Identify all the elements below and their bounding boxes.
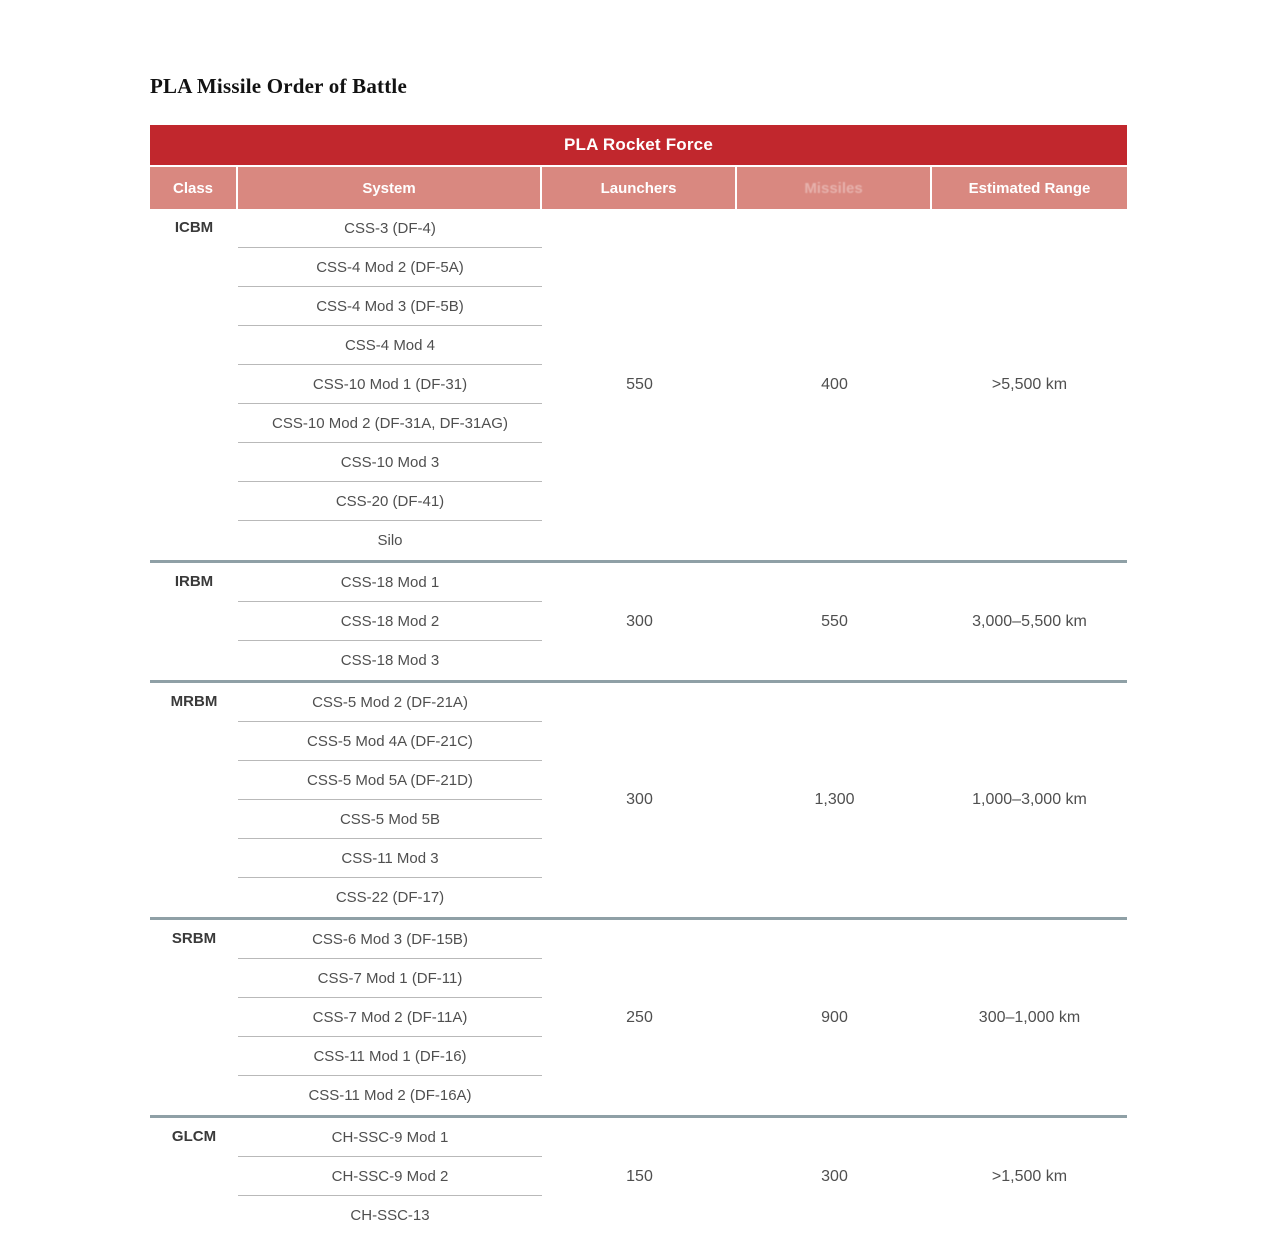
column-header-row [150,165,1127,209]
system-list [238,209,542,560]
missiles-value: 900 [821,1008,848,1026]
system-name: CSS-11 Mod 1 (DF-16) [238,1037,542,1076]
launchers-value: 250 [626,1008,653,1026]
system-name: CSS-4 Mod 2 (DF-5A) [238,248,542,287]
missile-table [150,125,1127,1235]
system-name: CSS-5 Mod 5A (DF-21D) [238,761,542,800]
system-name: CSS-5 Mod 4A (DF-21C) [238,722,542,761]
system-list [238,563,542,680]
system-name: CSS-18 Mod 2 [238,602,542,641]
system-name: CSS-11 Mod 3 [238,839,542,878]
class-group-glcm [150,1115,1127,1235]
range-value: >1,500 km [991,1167,1068,1185]
range-value: >5,500 km [991,375,1068,393]
missiles-value: 1,300 [814,791,855,808]
system-name: Silo [377,532,403,549]
system-name: CSS-7 Mod 1 (DF-11) [238,959,542,998]
system-name: CSS-10 Mod 2 (DF-31A, DF-31AG) [238,404,542,443]
column-header-missiles [737,167,932,209]
table-title: PLA Rocket Force [150,125,1127,165]
system-name: CSS-11 Mod 2 (DF-16A) [308,1087,472,1104]
system-name: CSS-10 Mod 1 (DF-31) [238,365,542,404]
column-header-range: Estimated Range [932,167,1127,209]
range-value: 1,000–3,000 km [972,791,1087,808]
system-name: CSS-4 Mod 4 [238,326,542,365]
class-label: SRBM [171,930,217,947]
class-label: IRBM [174,573,214,590]
system-name: CSS-20 (DF-41) [238,482,542,521]
class-group-irbm [150,560,1127,680]
class-label: ICBM [174,219,214,236]
class-label: GLCM [171,1128,217,1145]
system-name: CSS-6 Mod 3 (DF-15B) [238,920,542,959]
launchers-value: 150 [626,1167,653,1185]
range-value: 3,000–5,500 km [972,612,1087,630]
range-value: 300–1,000 km [978,1008,1081,1026]
system-name: CH-SSC-13 [350,1207,430,1224]
system-name: CSS-10 Mod 3 [238,443,542,482]
system-list [238,1118,542,1235]
launchers-value: 300 [626,612,653,630]
system-name: CH-SSC-9 Mod 2 [238,1157,542,1196]
system-list [238,920,542,1115]
class-group-mrbm [150,680,1127,917]
system-name: CSS-18 Mod 3 [340,652,440,669]
class-label: MRBM [170,693,218,710]
system-name: CSS-7 Mod 2 (DF-11A) [238,998,542,1037]
system-name: CH-SSC-9 Mod 1 [238,1118,542,1157]
system-name: CSS-18 Mod 1 [238,563,542,602]
system-name: CSS-5 Mod 2 (DF-21A) [238,683,542,722]
missiles-value: 300 [821,1167,848,1185]
system-name: CSS-3 (DF-4) [238,209,542,248]
class-group-icbm [150,209,1127,560]
column-header-system: System [238,167,542,209]
column-header-missiles-label: Missiles [804,179,863,197]
column-header-class: Class [150,167,238,209]
column-header-launchers: Launchers [542,167,737,209]
system-name: CSS-22 (DF-17) [335,889,445,906]
launchers-value: 300 [626,791,653,808]
system-name: CSS-5 Mod 5B [238,800,542,839]
page-title: PLA Missile Order of Battle [150,74,407,98]
system-name: CSS-4 Mod 3 (DF-5B) [238,287,542,326]
class-group-srbm [150,917,1127,1115]
system-list [238,683,542,917]
launchers-value: 550 [626,375,653,393]
missiles-value: 400 [821,375,848,393]
missiles-value: 550 [821,612,848,630]
